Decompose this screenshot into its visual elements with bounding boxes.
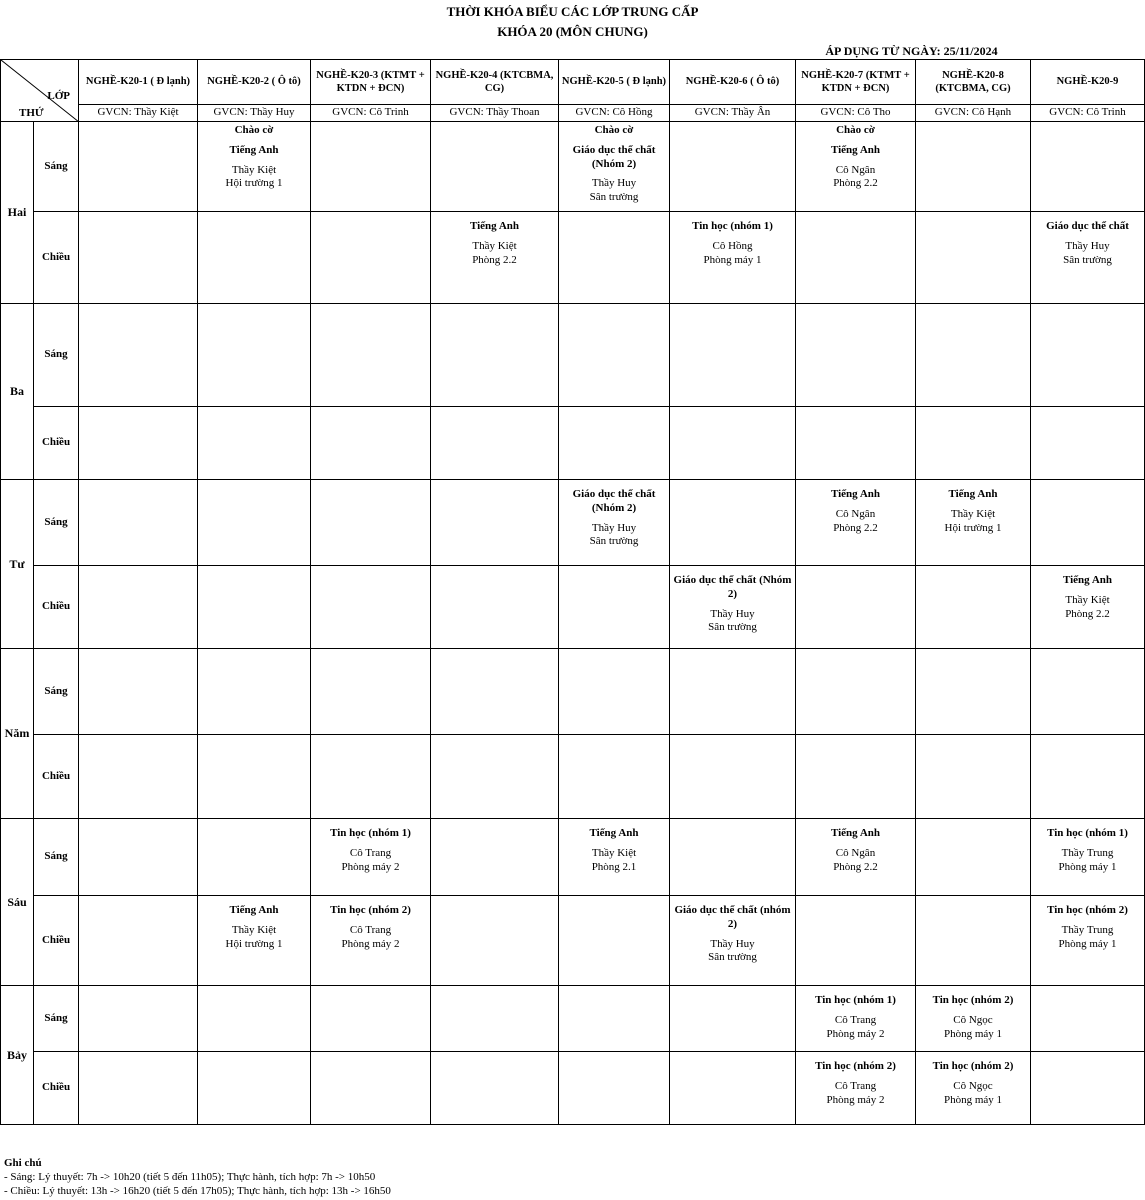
room-name: Sân trường — [708, 621, 757, 634]
room-name: Phòng máy 1 — [1058, 937, 1117, 950]
homeroom-teacher: GVCN: Cô Hạnh — [916, 105, 1031, 122]
schedule-cell — [559, 986, 670, 1052]
session-row — [1, 986, 1145, 1052]
schedule-cell — [79, 1052, 198, 1125]
subject-label: Tin học (nhóm 2) — [932, 1060, 1014, 1072]
homeroom-teacher: GVCN: Cô Hồng — [559, 105, 670, 122]
schedule-cell — [559, 407, 670, 480]
schedule-cell — [916, 819, 1031, 896]
subject-label: Tiếng Anh — [830, 488, 881, 500]
subject-label: Tin học (nhóm 1) — [692, 220, 773, 232]
teacher-name: Cô Trang — [834, 1079, 877, 1092]
homeroom-teacher: GVCN: Thầy Thoan — [431, 105, 559, 122]
schedule-cell — [670, 480, 796, 566]
schedule-cell — [670, 986, 796, 1052]
teacher-name: Thầy Huy — [710, 607, 755, 620]
schedule-cell — [559, 649, 670, 735]
schedule-cell — [1031, 480, 1145, 566]
schedule-cell — [79, 304, 198, 407]
teacher-name: Cô Ngọc — [953, 1079, 993, 1092]
session-row — [1, 1052, 1145, 1125]
room-name: Phòng 2.2 — [833, 860, 878, 873]
homeroom-teacher: GVCN: Thầy Kiệt — [79, 105, 198, 122]
schedule-cell — [1031, 986, 1145, 1052]
schedule-cell — [670, 407, 796, 480]
schedule-cell — [311, 212, 431, 304]
schedule-cell — [1031, 1052, 1145, 1125]
schedule-cell — [796, 986, 916, 1052]
schedule-cell — [79, 212, 198, 304]
schedule-cell — [796, 122, 916, 212]
teacher-name: Thầy Kiệt — [1065, 593, 1110, 606]
schedule-cell — [431, 649, 559, 735]
schedule-cell — [311, 986, 431, 1052]
schedule-cell — [916, 407, 1031, 480]
room-name: Phòng máy 2 — [826, 1027, 885, 1040]
session-label: Sáng — [34, 304, 79, 407]
schedule-cell — [916, 649, 1031, 735]
schedule-cell — [670, 649, 796, 735]
session-label: Sáng — [34, 819, 79, 896]
room-name: Hội trường 1 — [944, 521, 1002, 534]
teacher-name: Thầy Kiệt — [472, 239, 517, 252]
teacher-name: Cô Ngọc — [953, 1013, 993, 1026]
schedule-cell — [79, 649, 198, 735]
schedule-cell — [670, 735, 796, 819]
schedule-cell — [79, 122, 198, 212]
teacher-name: Thầy Huy — [710, 937, 755, 950]
schedule-cell — [559, 212, 670, 304]
schedule-cell — [559, 304, 670, 407]
schedule-cell — [198, 407, 311, 480]
schedule-cell — [916, 304, 1031, 407]
flag-ceremony-label: Chào cờ — [234, 124, 274, 136]
schedule-cell — [916, 566, 1031, 649]
schedule-cell — [670, 304, 796, 407]
room-name: Sân trường — [589, 535, 639, 548]
schedule-cell — [1031, 819, 1145, 896]
schedule-cell — [198, 735, 311, 819]
schedule-cell — [796, 735, 916, 819]
subject-label: Tin học (nhóm 1) — [1047, 827, 1128, 839]
schedule-cell — [796, 566, 916, 649]
teacher-name: Thầy Kiệt — [591, 846, 637, 859]
schedule-cell — [670, 566, 796, 649]
homeroom-teacher: GVCN: Cô Trinh — [311, 105, 431, 122]
session-row — [1, 566, 1145, 649]
session-label: Sáng — [34, 480, 79, 566]
schedule-cell — [311, 480, 431, 566]
subject-label: Giáo dục thể chất (nhóm 2) — [674, 904, 791, 930]
class-name-header: NGHỀ-K20-5 ( Đ lạnh) — [559, 60, 670, 105]
flag-ceremony-label: Chào cờ — [836, 124, 875, 136]
schedule-cell — [670, 122, 796, 212]
schedule-cell — [559, 566, 670, 649]
schedule-cell — [431, 819, 559, 896]
subject-label: Tiếng Anh — [589, 827, 639, 839]
corner-cell — [1, 60, 79, 122]
schedule-cell — [1031, 122, 1145, 212]
schedule-cell — [79, 566, 198, 649]
session-label: Sáng — [34, 122, 79, 212]
session-label: Sáng — [34, 986, 79, 1052]
schedule-cell — [311, 1052, 431, 1125]
room-name: Sân trường — [589, 191, 639, 203]
schedule-cell — [431, 1052, 559, 1125]
schedule-cell — [311, 649, 431, 735]
session-row — [1, 896, 1145, 986]
flag-ceremony-label: Chào cờ — [594, 124, 634, 136]
schedule-cell — [79, 986, 198, 1052]
room-name: Phòng 2.2 — [833, 521, 878, 534]
session-label: Chiều — [34, 566, 79, 649]
class-header-row — [1, 60, 1145, 105]
class-axis-label: LỚP — [47, 90, 70, 102]
subject-label: Tin học (nhóm 2) — [932, 994, 1014, 1006]
page-subtitle: KHÓA 20 (MÔN CHUNG) — [497, 24, 648, 39]
class-name-header: NGHỀ-K20-7 (KTMT + KTDN + ĐCN) — [796, 60, 916, 105]
schedule-cell — [431, 212, 559, 304]
session-row — [1, 407, 1145, 480]
room-name: Sân trường — [1063, 253, 1112, 266]
schedule-cell — [670, 819, 796, 896]
subject-label: Tin học (nhóm 2) — [815, 1060, 896, 1072]
schedule-cell — [311, 896, 431, 986]
teacher-name: Thầy Kiệt — [950, 507, 996, 520]
schedule-cell — [198, 566, 311, 649]
schedule-cell — [198, 122, 311, 212]
subject-label: Giáo dục thể chất (Nhóm 2) — [673, 574, 792, 600]
schedule-cell — [311, 304, 431, 407]
homeroom-teacher: GVCN: Cô Trinh — [1031, 105, 1145, 122]
schedule-cell — [431, 304, 559, 407]
schedule-cell — [916, 212, 1031, 304]
schedule-cell — [796, 407, 916, 480]
room-name: Phòng máy 1 — [943, 1027, 1003, 1040]
schedule-cell — [1031, 896, 1145, 986]
schedule-cell — [431, 735, 559, 819]
session-row — [1, 735, 1145, 819]
notes-line-morning: - Sáng: Lý thuyết: 7h -> 10h20 (tiết 5 đến 11h05); Thực hành, tích hợp: 7h -> 10h50 — [4, 1171, 376, 1183]
schedule-cell — [311, 735, 431, 819]
session-row — [1, 304, 1145, 407]
homeroom-teacher: GVCN: Thầy Huy — [198, 105, 311, 122]
schedule-cell — [79, 407, 198, 480]
schedule-cell — [796, 819, 916, 896]
schedule-cell — [311, 819, 431, 896]
room-name: Phòng máy 1 — [703, 253, 762, 266]
subject-label: Tin học (nhóm 2) — [1047, 904, 1128, 916]
schedule-cell — [198, 304, 311, 407]
schedule-cell — [79, 735, 198, 819]
notes — [4, 1156, 391, 1198]
day-axis-label: THỨ — [19, 107, 44, 119]
schedule-cell — [431, 896, 559, 986]
page-title: THỜI KHÓA BIỂU CÁC LỚP TRUNG CẤP — [446, 4, 699, 19]
schedule-cell — [1031, 649, 1145, 735]
schedule-cell — [559, 480, 670, 566]
schedule-cell — [916, 896, 1031, 986]
schedule-cell — [1031, 212, 1145, 304]
teacher-name: Cô Ngân — [835, 163, 876, 176]
schedule-cell — [796, 480, 916, 566]
schedule-cell — [559, 735, 670, 819]
day-label: Bảy — [1, 986, 34, 1125]
schedule-cell — [1031, 566, 1145, 649]
teacher-name: Cô Hồng — [712, 239, 753, 252]
class-name-header: NGHỀ-K20-9 — [1031, 60, 1145, 105]
session-label: Chiều — [34, 212, 79, 304]
subject-label: Giáo dục thể chất (Nhóm 2) — [572, 488, 656, 514]
room-name: Phòng máy 1 — [943, 1093, 1003, 1106]
schedule-cell — [796, 649, 916, 735]
schedule-cell — [311, 407, 431, 480]
room-name: Phòng máy 2 — [341, 860, 400, 873]
session-label: Chiều — [34, 896, 79, 986]
schedule-cell — [916, 122, 1031, 212]
class-name-header: NGHỀ-K20-3 (KTMT + KTDN + ĐCN) — [311, 60, 431, 105]
teacher-name: Cô Ngân — [835, 507, 876, 520]
room-name: Phòng 2.1 — [591, 860, 637, 873]
notes-line-afternoon: - Chiều: Lý thuyết: 13h -> 16h20 (tiết 5 đến 17h05); Thực hành, tích hợp: 13h -> 16h50 — [4, 1185, 391, 1197]
schedule-cell — [1031, 407, 1145, 480]
room-name: Sân trường — [708, 951, 757, 964]
teacher-name: Cô Trang — [349, 846, 392, 859]
applied-date: ÁP DỤNG TỪ NGÀY: 25/11/2024 — [825, 44, 998, 58]
teacher-name: Cô Trang — [834, 1013, 877, 1026]
homeroom-teacher-row — [1, 105, 1145, 122]
schedule-cell — [670, 212, 796, 304]
subject-label: Tiếng Anh — [830, 827, 881, 839]
teacher-name: Thầy Huy — [591, 177, 637, 190]
session-label: Chiều — [34, 407, 79, 480]
subject-label: Tiếng Anh — [229, 143, 279, 156]
room-name: Phòng máy 2 — [341, 937, 400, 950]
schedule-cell — [559, 1052, 670, 1125]
teacher-name: Thầy Kiệt — [231, 923, 277, 936]
subject-label: Tiếng Anh — [948, 488, 998, 500]
room-name: Phòng 2.2 — [472, 253, 517, 266]
schedule-cell — [670, 1052, 796, 1125]
class-name-header: NGHỀ-K20-6 ( Ô tô) — [670, 60, 796, 105]
class-name-header: NGHỀ-K20-4 (KTCBMA, CG) — [431, 60, 559, 105]
session-row — [1, 480, 1145, 566]
session-row — [1, 819, 1145, 896]
subject-label: Tiếng Anh — [1062, 574, 1113, 586]
room-name: Phòng máy 1 — [1058, 860, 1117, 873]
schedule-cell — [559, 896, 670, 986]
schedule-cell — [1031, 304, 1145, 407]
day-label: Năm — [1, 649, 34, 819]
teacher-name: Thầy Trung — [1061, 846, 1114, 859]
session-label: Chiều — [34, 1052, 79, 1125]
schedule-cell — [311, 122, 431, 212]
day-label: Tư — [1, 480, 34, 649]
teacher-name: Thầy Trung — [1061, 923, 1114, 936]
schedule-cell — [796, 212, 916, 304]
session-label: Sáng — [34, 649, 79, 735]
session-row — [1, 649, 1145, 735]
schedule-cell — [670, 896, 796, 986]
schedule-cell — [559, 819, 670, 896]
schedule-cell — [1031, 735, 1145, 819]
session-row — [1, 212, 1145, 304]
schedule-cell — [796, 1052, 916, 1125]
session-label: Chiều — [34, 735, 79, 819]
room-name: Hội trường 1 — [225, 937, 283, 950]
schedule-cell — [431, 480, 559, 566]
subject-label: Tin học (nhóm 1) — [815, 994, 896, 1006]
schedule-cell — [916, 480, 1031, 566]
room-name: Phòng máy 2 — [826, 1093, 885, 1106]
day-label: Ba — [1, 304, 34, 480]
schedule-cell — [431, 122, 559, 212]
schedule-cell — [916, 986, 1031, 1052]
schedule-cell — [431, 986, 559, 1052]
class-name-header: NGHỀ-K20-8 (KTCBMA, CG) — [916, 60, 1031, 105]
schedule-cell — [198, 480, 311, 566]
schedule-cell — [198, 896, 311, 986]
subject-label: Tiếng Anh — [229, 904, 279, 916]
teacher-name: Thầy Huy — [1065, 239, 1110, 252]
subject-label: Tin học (nhóm 2) — [330, 904, 411, 916]
teacher-name: Thầy Huy — [591, 521, 637, 534]
schedule-cell — [311, 566, 431, 649]
subject-label: Tiếng Anh — [469, 220, 520, 232]
teacher-name: Thầy Kiệt — [231, 163, 277, 176]
subject-label: Giáo dục thể chất (Nhóm 2) — [572, 143, 656, 170]
schedule-cell — [79, 480, 198, 566]
room-name: Phòng 2.2 — [1065, 607, 1110, 620]
room-name: Phòng 2.2 — [833, 177, 878, 190]
schedule-cell — [79, 819, 198, 896]
timetable — [0, 59, 1145, 1125]
schedule-cell — [198, 819, 311, 896]
schedule-cell — [79, 896, 198, 986]
schedule-cell — [198, 212, 311, 304]
schedule-cell — [916, 735, 1031, 819]
homeroom-teacher: GVCN: Cô Tho — [796, 105, 916, 122]
class-name-header: NGHỀ-K20-2 ( Ô tô) — [198, 60, 311, 105]
subject-label: Tin học (nhóm 1) — [330, 827, 411, 839]
schedule-cell — [916, 1052, 1031, 1125]
schedule-cell — [198, 649, 311, 735]
schedule-cell — [431, 566, 559, 649]
notes-heading: Ghi chú — [4, 1157, 42, 1169]
schedule-cell — [796, 896, 916, 986]
day-label: Hai — [1, 122, 34, 304]
session-row — [1, 122, 1145, 212]
teacher-name: Cô Trang — [349, 923, 392, 936]
homeroom-teacher: GVCN: Thầy Ân — [670, 105, 796, 122]
subject-label: Giáo dục thể chất — [1046, 220, 1129, 232]
schedule-cell — [198, 986, 311, 1052]
class-name-header: NGHỀ-K20-1 ( Đ lạnh) — [79, 60, 198, 105]
teacher-name: Cô Ngân — [835, 846, 876, 859]
schedule-cell — [198, 1052, 311, 1125]
schedule-cell — [431, 407, 559, 480]
subject-label: Tiếng Anh — [830, 143, 881, 156]
schedule-cell — [559, 122, 670, 212]
day-label: Sáu — [1, 819, 34, 986]
room-name: Hội trường 1 — [225, 177, 283, 190]
schedule-cell — [796, 304, 916, 407]
